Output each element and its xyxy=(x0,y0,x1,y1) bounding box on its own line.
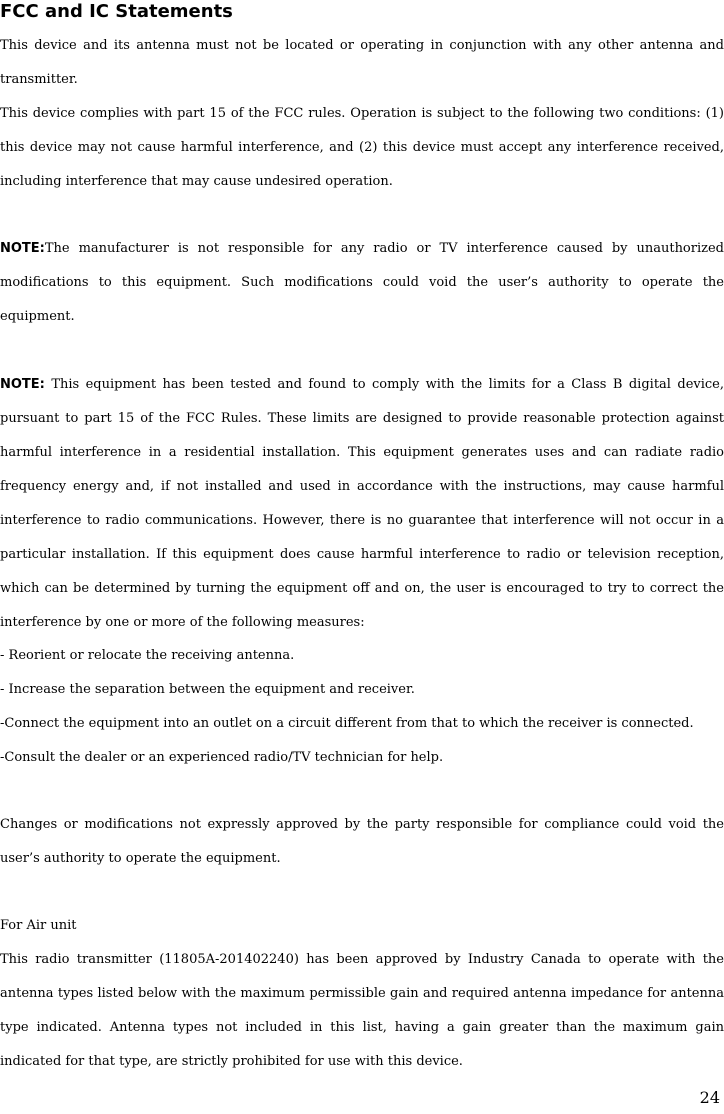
note-modifications-paragraph xyxy=(0,232,724,334)
measure-item: - Reorient or relocate the receiving antenna. xyxy=(0,648,295,663)
note-text: This equipment has been tested and found to comply with the limits for a Class B digital device, pursuant to part 15 of the FCC Rules. These limits are designed to provide reasonable protection against harmful interference in a residential installation. This equipment generates uses and can radiate radio frequency energy and, if not installed and used in accordance with the instructions, may cause harmful interference to radio communications. However, there is no guarantee that interference will not occur in a particular installation. If this equipment does cause harmful interference to radio or television reception, which can be determined by turning the equipment off and on, the user is encouraged to try to correct the interference by one or more of the following measures: xyxy=(0,377,724,630)
air-unit-heading: For Air unit xyxy=(0,918,77,933)
measure-item: -Consult the dealer or an experienced radio/TV technician for help. xyxy=(0,750,444,765)
changes-paragraph: Changes or modifications not expressly approved by the party responsible for compliance could void the user’s authority to operate the equipment. xyxy=(0,817,724,866)
fcc-part15-paragraph: This device complies with part 15 of the FCC rules. Operation is subject to the following two conditions: (1) this device may not cause harmful interference, and (2) this device must accept any interference received, including interference that may cause undesired operation. xyxy=(0,106,724,189)
note-label: NOTE: xyxy=(0,377,45,392)
note-text: The manufacturer is not responsible for any radio or TV interference caused by unauthorized modifications to this equipment. Such modifications could void the user’s authority to operate the equipment. xyxy=(0,241,724,324)
measure-item: -Connect the equipment into an outlet on a circuit different from that to which the receiver is connected. xyxy=(0,716,694,731)
measure-item: - Increase the separation between the equipment and receiver. xyxy=(0,682,415,697)
page-number: 24 xyxy=(699,1088,720,1107)
ic-statement-paragraph: This radio transmitter (11805A-201402240) has been approved by Industry Canada to operate with the antenna types listed below with the maximum permissible gain and required antenna impedance for antenna type indicated. Antenna types not included in this list, having a gain greater than the maximum gain indicated for that type, are strictly prohibited for use with this device. xyxy=(0,952,724,1069)
antenna-colocation-paragraph: This device and its antenna must not be located or operating in conjunction with any other antenna and transmitter. xyxy=(0,38,724,87)
page-title: FCC and IC Statements xyxy=(0,1,233,22)
note-class-b-paragraph xyxy=(0,368,724,640)
note-label: NOTE: xyxy=(0,241,45,256)
